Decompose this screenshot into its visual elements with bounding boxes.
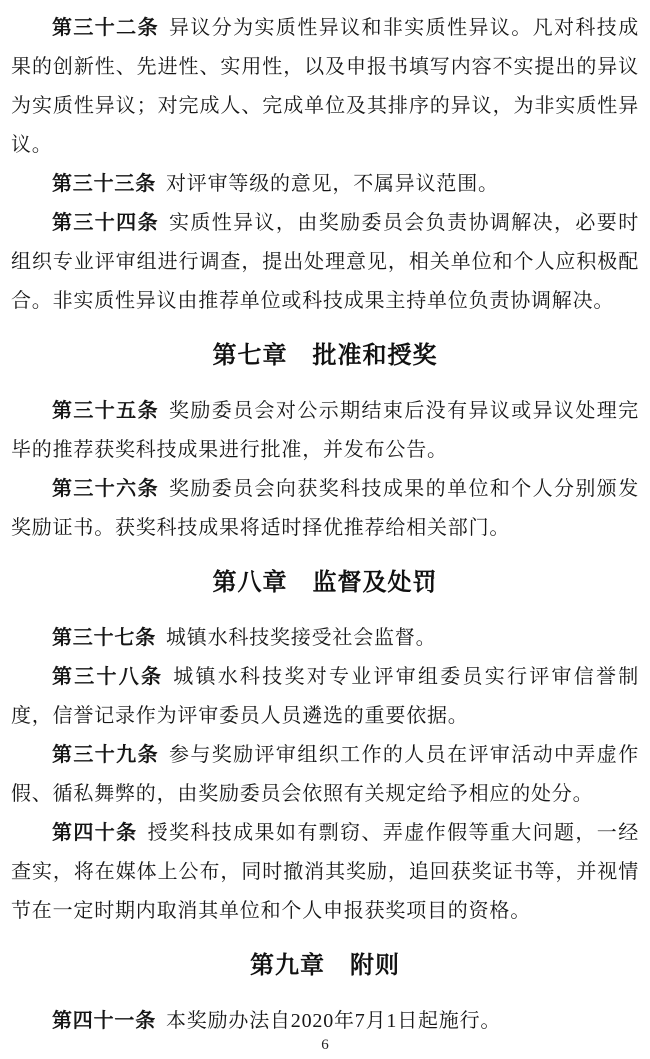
article-paragraph-34 bbox=[11, 204, 639, 321]
article-paragraph-35 bbox=[11, 392, 639, 470]
article-text: 参与奖励评审组织工作的人员在评审活动中弄虚作假、循私舞弊的，由奖励委员会依照有关规定给予相应的处分。 bbox=[11, 744, 639, 805]
article-text: 奖励委员会向获奖科技成果的单位和个人分别颁发奖励证书。获奖科技成果将适时择优推荐给相关部门。 bbox=[11, 478, 639, 539]
article-paragraph-33 bbox=[11, 165, 639, 204]
chapter-heading-7: 第七章 批准和授奖 bbox=[212, 342, 438, 369]
article-paragraph-38 bbox=[11, 658, 639, 736]
article-number: 第四十一条 bbox=[52, 1010, 156, 1032]
article-number: 第三十五条 bbox=[52, 400, 159, 422]
article-paragraph-39 bbox=[11, 736, 639, 814]
article-text: 实质性异议，由奖励委员会负责协调解决，必要时组织专业评审组进行调查，提出处理意见，相关单位和个人应积极配合。非实质性异议由推荐单位或科技成果主持单位负责协调解决。 bbox=[11, 212, 639, 312]
article-number: 第三十四条 bbox=[52, 212, 159, 234]
article-number: 第三十九条 bbox=[52, 744, 159, 766]
article-text: 异议分为实质性异议和非实质性异议。凡对科技成果的创新性、先进性、实用性，以及申报书填写内容不实提出的异议为实质性异议；对完成人、完成单位及其排序的异议，为非实质性异议。 bbox=[11, 17, 639, 156]
page-number: 6 bbox=[321, 1037, 329, 1053]
article-paragraph-36 bbox=[11, 470, 639, 548]
article-text: 城镇水科技奖对专业评审组委员实行评审信誉制度，信誉记录作为评审委员人员遴选的重要依据。 bbox=[11, 666, 639, 727]
article-number: 第三十二条 bbox=[52, 17, 159, 39]
article-number: 第三十八条 bbox=[52, 666, 164, 688]
article-number: 第三十六条 bbox=[52, 478, 159, 500]
chapter-heading-9: 第九章 附则 bbox=[250, 952, 400, 979]
article-paragraph-37 bbox=[11, 619, 639, 658]
article-paragraph-40 bbox=[11, 814, 639, 931]
article-text: 本奖励办法自2020年7月1日起施行。 bbox=[166, 1010, 502, 1032]
article-text: 城镇水科技奖接受社会监督。 bbox=[166, 627, 437, 649]
article-number: 第四十条 bbox=[52, 822, 138, 844]
article-number: 第三十三条 bbox=[52, 173, 156, 195]
article-text: 对评审等级的意见，不属异议范围。 bbox=[166, 173, 499, 195]
article-text: 奖励委员会对公示期结束后没有异议或异议处理完毕的推荐获奖科技成果进行批准，并发布公告。 bbox=[11, 400, 639, 461]
article-number: 第三十七条 bbox=[52, 627, 156, 649]
article-text: 授奖科技成果如有剽窃、弄虚作假等重大问题，一经查实，将在媒体上公布，同时撤消其奖励，追回获奖证书等，并视情节在一定时期内取消其单位和个人申报获奖项目的资格。 bbox=[11, 822, 640, 922]
chapter-heading-8: 第八章 监督及处罚 bbox=[212, 569, 438, 596]
article-paragraph-32 bbox=[11, 9, 639, 165]
